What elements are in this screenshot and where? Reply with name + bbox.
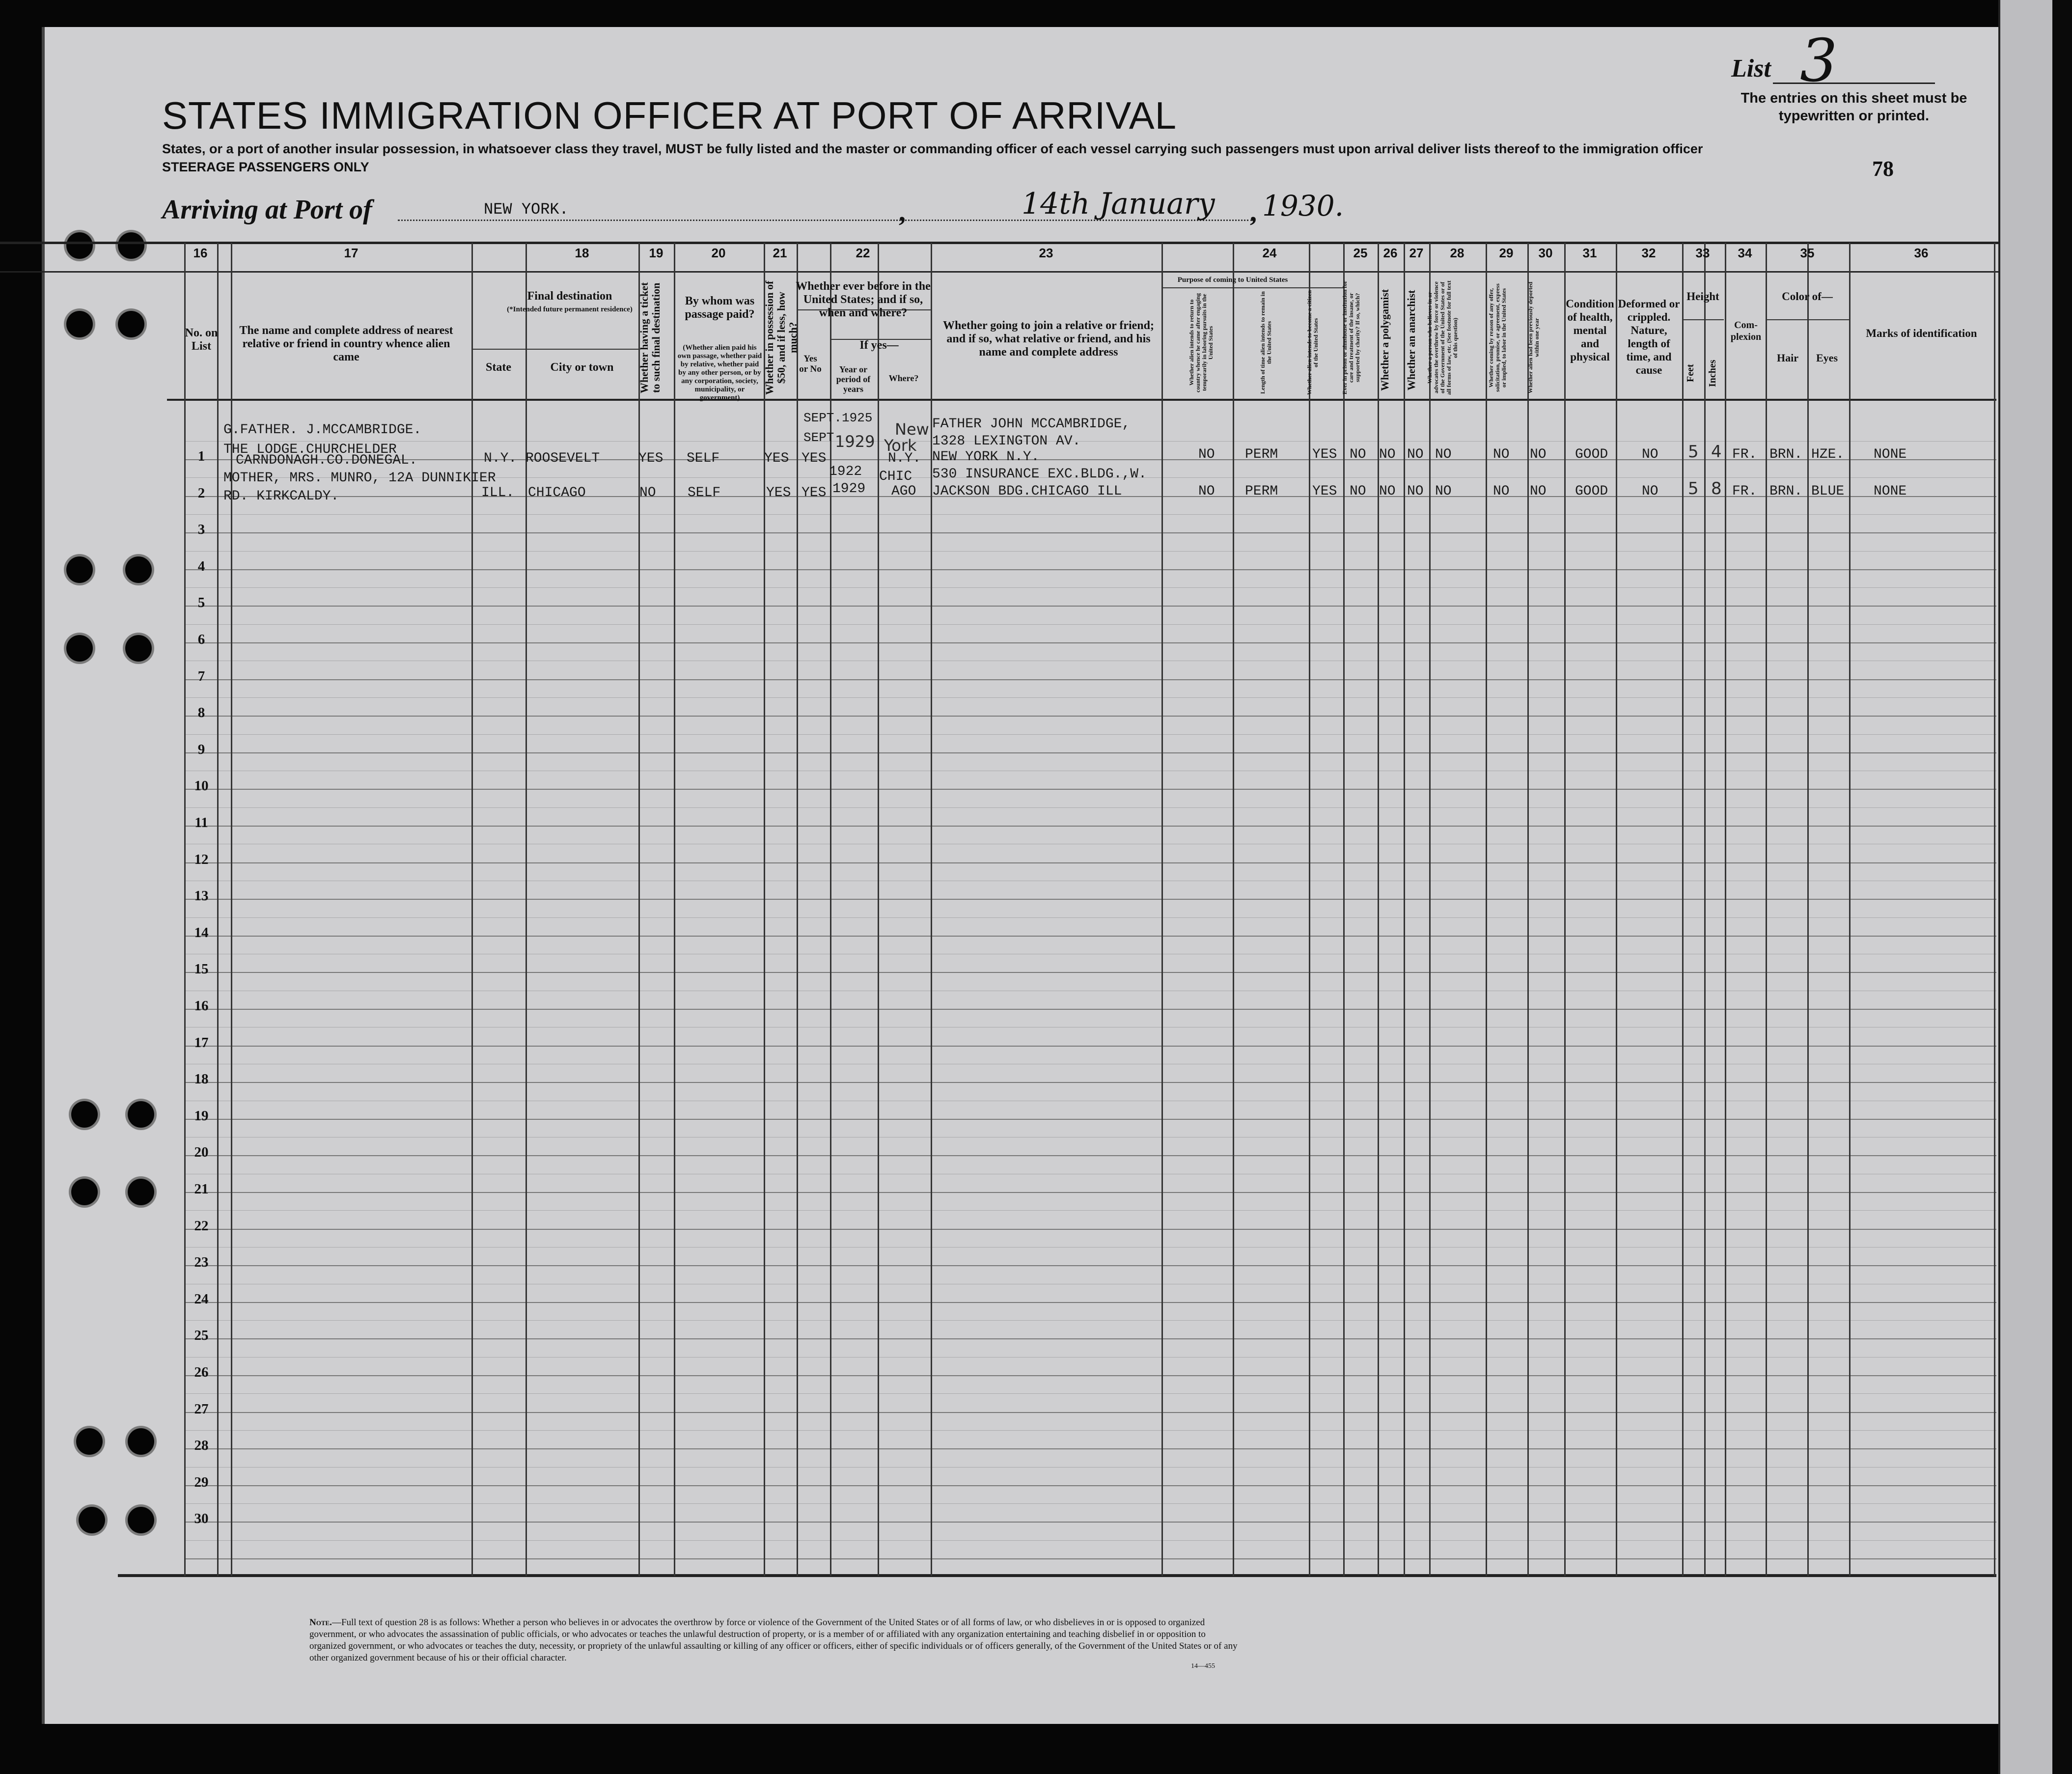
subheader-rule <box>1766 319 1849 320</box>
column-rule <box>525 243 527 1576</box>
passage-paid-by: SELF <box>687 451 720 466</box>
row-number: 29 <box>194 1474 209 1490</box>
row-number: 16 <box>194 998 209 1014</box>
header-marks: Marks of identification <box>1866 327 1977 339</box>
header-color-of: Color of— <box>1782 290 1833 303</box>
footnote-label: Note. <box>309 1617 332 1628</box>
column-rule <box>1564 243 1566 1576</box>
column-number: 35 <box>1800 246 1815 260</box>
header-joining-relative: Whether going to join a relative or friend; and if so, what relative or friend, and his name and complete address <box>943 319 1154 359</box>
row-number: 26 <box>194 1364 209 1380</box>
arriving-label: Arriving at Port of <box>162 194 372 225</box>
header-anarchist: Whether an anarchist <box>1405 290 1417 390</box>
passage-paid-by: SELF <box>688 485 721 500</box>
deformed: NO <box>1642 447 1658 462</box>
header-has-50: Whether in possession of $50, and if less, how much? <box>763 280 799 395</box>
column-number: 34 <box>1738 246 1752 260</box>
page-title: STATES IMMIGRATION OFFICER AT PORT OF ARRIVAL <box>162 94 1177 137</box>
binder-hole <box>118 232 144 259</box>
column-rule <box>1161 243 1163 1576</box>
deported: NO <box>1530 484 1547 499</box>
binder-hole <box>125 556 152 583</box>
list-underline <box>1773 83 1935 84</box>
row-number: 25 <box>194 1328 209 1343</box>
joining-line: JACKSON BDG.CHICAGO ILL <box>932 484 1122 499</box>
binder-hole <box>125 635 152 662</box>
column-rule <box>1704 243 1706 1576</box>
column-rule <box>217 243 219 1576</box>
column-rule <box>471 243 473 1576</box>
joining-line: FATHER JOHN MCCAMBRIDGE, <box>932 416 1131 432</box>
column-rule <box>1994 243 1995 1576</box>
row-number: 18 <box>194 1071 209 1087</box>
city: ROOSEVELT <box>525 451 600 466</box>
before-in-us: YES <box>801 451 827 466</box>
header-where: Where? <box>888 373 919 383</box>
column-rule <box>1527 243 1529 1576</box>
page-border <box>2052 0 2072 1774</box>
row-number: 27 <box>194 1401 209 1417</box>
header-length-of-stay: Length of time alien intends to remain in the United States <box>1259 291 1272 394</box>
row-number: 12 <box>194 852 209 867</box>
complexion: FR. <box>1732 447 1757 462</box>
row-number: 17 <box>194 1035 209 1051</box>
typewritten-notice: The entries on this sheet must be typewritten or printed. <box>1740 90 1967 124</box>
before-in-us: YES <box>801 485 827 500</box>
before-year: SEPT.1925 <box>803 411 873 425</box>
before-where: York <box>884 436 917 455</box>
header-state: State <box>486 361 511 374</box>
before-year: 1929 <box>832 481 866 497</box>
marks: NONE <box>1874 447 1907 462</box>
row-number: 8 <box>197 705 205 721</box>
height-feet: 5 <box>1688 479 1699 499</box>
row-number: 23 <box>194 1254 209 1270</box>
header-if-yes: If yes— <box>859 339 899 352</box>
row-number: 5 <box>197 595 205 610</box>
binder-hole <box>66 556 93 583</box>
class-line: STEERAGE PASSENGERS ONLY <box>162 160 369 174</box>
row-number: 21 <box>194 1181 209 1197</box>
column-number: 27 <box>1409 246 1424 260</box>
row-number: 28 <box>194 1438 209 1453</box>
length-of-stay: PERM <box>1245 447 1278 462</box>
row-number: 2 <box>197 485 205 501</box>
citizen-intent: YES <box>1312 484 1337 499</box>
arriving-port: NEW YORK. <box>484 200 569 219</box>
footnote <box>309 1617 1243 1664</box>
before-year: 1922 <box>829 464 862 479</box>
polygamist: NO <box>1379 447 1396 462</box>
binder-hole <box>79 1507 105 1533</box>
return-intent: NO <box>1198 484 1215 499</box>
binder-hole <box>128 1507 154 1533</box>
binder-hole <box>71 1179 98 1205</box>
instruction-text: States, or a port of another insular possession, in whatsoever class they travel, MUST be fully listed and the master or commanding officer of each vessel carrying such passengers must upon arrival deliver lists thereof to the immigration officer <box>162 141 1703 156</box>
height-inches: 4 <box>1711 442 1722 462</box>
column-number: 36 <box>1914 246 1929 260</box>
binder-hole <box>128 1428 154 1455</box>
column-number: 28 <box>1450 246 1464 260</box>
binder-hole <box>66 635 93 662</box>
prison: NO <box>1350 484 1366 499</box>
header-height: Height <box>1686 290 1719 303</box>
column-rule <box>1725 243 1726 1576</box>
deformed: NO <box>1642 484 1658 499</box>
relative-line: THE LODGE.CHURCHELDER <box>223 442 397 457</box>
hair: BRN. <box>1769 484 1803 499</box>
column-rule <box>1233 243 1234 1576</box>
header-hair: Hair <box>1777 352 1798 364</box>
arrival-date: 14th January <box>1022 187 1215 221</box>
row-number: 20 <box>194 1144 209 1160</box>
relative-line: G.FATHER. J.MCCAMBRIDGE. <box>223 422 422 438</box>
row-number: 10 <box>194 778 209 794</box>
header-complexion: Com-plexion <box>1730 320 1762 342</box>
column-rule <box>1404 243 1405 1576</box>
subheader-rule <box>1161 287 1343 288</box>
separator-comma: , <box>1250 197 1257 227</box>
column-number: 22 <box>856 246 870 260</box>
column-number: 33 <box>1695 246 1710 260</box>
form-number: 14—455 <box>1191 1663 1215 1670</box>
column-number: 26 <box>1383 246 1398 260</box>
arrival-year: 1930. <box>1262 189 1344 222</box>
ticket: NO <box>639 485 656 500</box>
relative-line: RD. KIRKCALDY. <box>223 489 339 504</box>
marks: NONE <box>1874 484 1907 499</box>
list-label: List 3 <box>1731 27 1838 95</box>
row-number: 15 <box>194 961 209 977</box>
before-where: New <box>895 420 929 439</box>
page-number: 78 <box>1872 157 1894 181</box>
header-return-intent: Whether alien intends to return to country whence he came after engaging temporarily in laboring pursuits in the United States <box>1188 293 1214 392</box>
row-number: 30 <box>194 1511 209 1526</box>
column-number: 20 <box>711 246 726 260</box>
relative-line: CARNDONAGH.CO.DONEGAL. <box>236 453 417 468</box>
health: GOOD <box>1575 447 1608 462</box>
header-polygamist: Whether a polygamist <box>1379 289 1391 391</box>
column-rule <box>797 243 798 1576</box>
joining-line: 1328 LEXINGTON AV. <box>932 434 1081 449</box>
header-deported: Whether alien had been previously deported within one year <box>1527 281 1540 394</box>
state: N.Y. <box>484 451 517 466</box>
header-before-in-us: Whether ever before in the United States; and if so, when and where? <box>796 280 931 319</box>
state: ILL. <box>481 485 515 500</box>
joining-line: NEW YORK N.Y. <box>932 449 1040 465</box>
column-rule <box>1682 243 1684 1576</box>
binder-hole <box>128 1101 154 1128</box>
header-passage-paid: By whom was passage paid? <box>685 295 755 321</box>
header-purpose: Purpose of coming to United States <box>1177 276 1288 284</box>
anarchist: NO <box>1407 447 1424 462</box>
row-number: 11 <box>194 815 208 831</box>
row-number: 4 <box>197 558 205 574</box>
eyes: BLUE <box>1811 484 1845 499</box>
header-ticket: Whether having a ticket to such final destination <box>638 282 662 393</box>
binder-hole <box>66 232 93 259</box>
column-rule <box>764 243 765 1576</box>
subheader-rule <box>471 349 638 350</box>
header-relative-address: The name and complete address of nearest relative or friend in country whence alien came <box>239 324 453 363</box>
footnote-text: —Full text of question 28 is as follows: Whether a person who believes in or advocates the overthrow by force or violence of the Government of the United States or of all forms of law, or who disbelieves in or is opposed to organized government, or who advocates the assassination of public officials, or who advocates or teaches the unlawful destruction of property, or is a member of or affiliated with any organization entertaining and teaching disbelief in or opposition to organized government, or who advocates or teaches the duty, necessity, or propriety of the unlawful assaulting or killing of any officer or officers, either of specific individuals or of officers generally, of the Government of the United States or of any other organized government because of his or their official character. <box>309 1617 1238 1663</box>
complexion: FR. <box>1732 484 1757 499</box>
eyes: HZE. <box>1811 447 1845 462</box>
anarchist: NO <box>1407 484 1424 499</box>
binder-hole <box>128 1179 154 1205</box>
column-rule <box>1309 243 1310 1576</box>
column-number: 19 <box>649 246 663 260</box>
column-number: 18 <box>575 246 589 260</box>
column-number: 29 <box>1499 246 1514 260</box>
before-year: 1929 <box>835 432 875 451</box>
row-number: 19 <box>194 1108 209 1124</box>
column-number: 24 <box>1262 246 1277 260</box>
prison: NO <box>1350 447 1366 462</box>
subheader-rule <box>1682 319 1724 320</box>
column-number: 31 <box>1582 246 1597 260</box>
header-eyes: Eyes <box>1816 352 1838 364</box>
column-rule <box>1616 243 1617 1576</box>
header-health: Condition of health, mental and physical <box>1566 298 1614 363</box>
column-number: 16 <box>193 246 208 260</box>
column-rule <box>674 243 675 1576</box>
row-number: 13 <box>194 888 209 904</box>
health: GOOD <box>1575 484 1608 499</box>
before-where: AGO <box>891 484 916 499</box>
row-number: 9 <box>197 742 205 757</box>
binder-hole <box>76 1428 103 1455</box>
header-year-or-period: Year or period of years <box>836 364 871 394</box>
hair: BRN. <box>1769 447 1803 462</box>
has-50: YES <box>764 451 789 466</box>
row-number: 24 <box>194 1291 209 1307</box>
column-rule <box>1766 243 1767 1576</box>
deported: NO <box>1530 447 1547 462</box>
row-number: 6 <box>197 632 205 647</box>
has-50: YES <box>766 485 791 500</box>
column-rule <box>1849 243 1851 1576</box>
header-prison: Ever in prison or almshouse or institution for care and treatment of the insane, or supported by charity? If so, which? <box>1341 280 1361 395</box>
column-rule <box>638 243 640 1576</box>
binder-hole <box>66 311 93 337</box>
column-rule <box>1807 243 1809 1576</box>
header-deformed: Deformed or crippled. Nature, length of time, and cause <box>1618 298 1680 376</box>
separator-comma: , <box>899 197 906 227</box>
relative-line: MOTHER, MRS. MUNRO, 12A DUNNIKIER <box>223 471 496 486</box>
header-final-destination-note: (*Intended future permanent residence) <box>507 305 633 313</box>
column-number: 17 <box>344 246 359 260</box>
header-final-destination: Final destination <box>527 290 612 303</box>
header-inches: Inches <box>1707 360 1718 387</box>
list-number: 3 <box>1800 27 1838 95</box>
before-year: SEPT <box>803 430 834 445</box>
overthrow: NO <box>1435 484 1452 499</box>
height-feet: 5 <box>1688 442 1699 462</box>
header-yes-or-no: Yes or No <box>799 354 822 374</box>
joining-line: 530 INSURANCE EXC.BLDG.,W. <box>932 467 1147 482</box>
height-inches: 8 <box>1711 479 1722 499</box>
column-number: 32 <box>1641 246 1656 260</box>
column-rule <box>1486 243 1487 1576</box>
row-number: 3 <box>197 522 205 537</box>
column-number: 30 <box>1538 246 1553 260</box>
row-number: 7 <box>197 668 205 684</box>
contract-labor: NO <box>1493 484 1510 499</box>
column-number: 21 <box>773 246 787 260</box>
column-rule <box>1429 243 1431 1576</box>
header-city: City or town <box>550 361 614 374</box>
citizen-intent: YES <box>1312 447 1337 462</box>
before-where: N.Y. <box>888 451 921 466</box>
polygamist: NO <box>1379 484 1396 499</box>
header-citizen-intent: Whether alien intends to become a citizen of the United States <box>1306 290 1319 395</box>
row-number: 1 <box>197 448 205 464</box>
row-number: 22 <box>194 1218 209 1234</box>
binder-hole <box>71 1101 98 1128</box>
return-intent: NO <box>1198 447 1215 462</box>
header-contract-labor: Whether coming by reason of any offer, solicitation, promise, or agreement, express or implied, to labor in the United States <box>1488 283 1507 392</box>
column-rule <box>1343 243 1345 1576</box>
header-no-on-list: No. on List <box>185 327 218 353</box>
length-of-stay: PERM <box>1245 484 1278 499</box>
column-rule <box>1378 243 1379 1576</box>
header-feet: Feet <box>1685 364 1696 383</box>
overthrow: NO <box>1435 447 1452 462</box>
contract-labor: NO <box>1493 447 1510 462</box>
ticket: YES <box>638 451 663 466</box>
header-overthrow: Whether a person who believes in or advocates the overthrow by force or violence of the Government of the United States or of all forms of law, etc. (See footnote for full text of this question) <box>1426 280 1459 395</box>
binder-hole <box>118 311 144 337</box>
city: CHICAGO <box>528 485 586 500</box>
column-number: 23 <box>1039 246 1053 260</box>
before-where: CHIC <box>879 469 912 484</box>
header-passage-paid-note: (Whether alien paid his own passage, whether paid by relative, whether paid by any other person, or by any corporation, society, municipality, or government) <box>677 344 762 402</box>
column-number: 25 <box>1353 246 1368 260</box>
column-rule <box>878 243 879 1576</box>
row-number: 14 <box>194 925 209 941</box>
